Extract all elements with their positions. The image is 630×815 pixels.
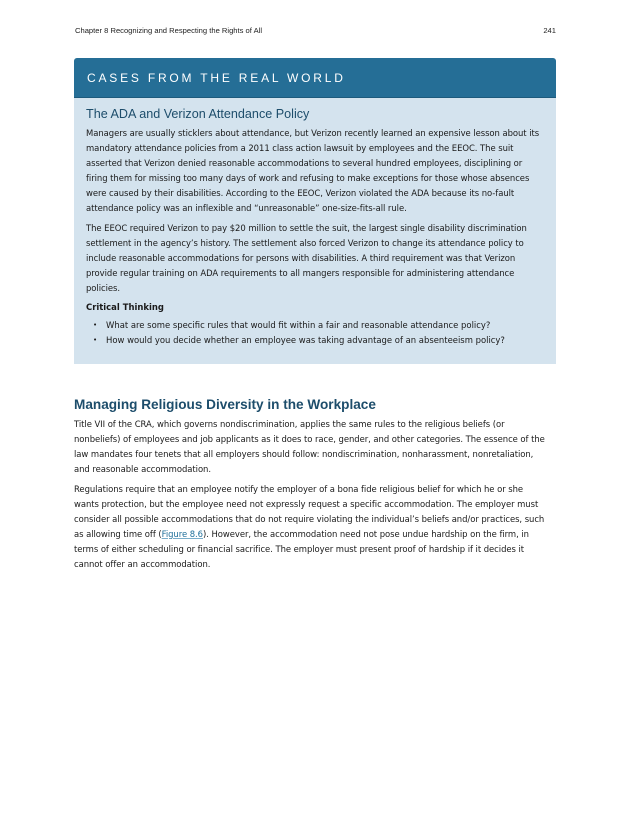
list-item xyxy=(86,333,544,348)
running-header xyxy=(75,26,556,35)
page-number: 241 xyxy=(543,26,556,35)
list-item xyxy=(86,318,544,333)
feature-header xyxy=(74,58,556,98)
section-paragraph xyxy=(74,482,549,571)
feature-paragraph: Managers are usually sticklers about attendance, but Verizon recently learned an expensive lesson about its mandatory attendance policies from a 2011 class action lawsuit by employees and the EEOC. The suit asserted that Verizon denied reasonable accommodations to several hundred employees, disciplining or firing them for missing too many days of work and refusing to make exceptions for those whose absences were caused by their disabilities. According to the EEOC, Verizon violated the ADA because its no-fault attendance policy was an inflexible and “unreasonable” one-size-fits-all rule. xyxy=(86,128,540,214)
feature-body xyxy=(74,98,556,348)
paragraph-text: ). However, the accommodation need not pose undue hardship on the firm, in terms of either scheduling or financial sacrifice. The employer must present proof of hardship if it decides it cannot offer an accommodation. xyxy=(74,528,529,569)
feature-label: CASES FROM THE REAL WORLD xyxy=(87,71,346,85)
section-title: Managing Religious Diversity in the Workplace xyxy=(74,397,376,412)
section-paragraph: Title VII of the CRA, which governs nondiscrimination, applies the same rules to the religious beliefs (or nonbeliefs) of employees and job applicants as it does to race, gender, and other categories. The essence of the law mandates four tenets that all employers should follow: nondiscrimination, nonharassment, nonretaliation, and reasonable accommodation. xyxy=(74,419,545,474)
bullet-icon: • xyxy=(93,321,98,330)
paragraph-text: Regulations require that an employee notify the employer of a bona fide religious belief for which he or she wants protection, but the employee need not expressly request a specific accommodation. The employer must consider all possible accommodations that do not require violating the individual’s beliefs and/or practices, such as allowing time off ( xyxy=(74,484,545,539)
list-item-text: What are some specific rules that would fit within a fair and reasonable attendance policy? xyxy=(106,320,491,331)
section-body xyxy=(74,417,549,577)
feature-paragraph: The EEOC required Verizon to pay $20 million to settle the suit, the largest single disability discrimination settlement in the agency’s history. The settlement also forced Verizon to change its attendance policy to include reasonable accommodations for persons with disabilities. A third requirement was that Verizon provide regular training on ADA requirements to all mangers responsible for administering attendance policies. xyxy=(86,222,527,293)
critical-thinking-list xyxy=(86,318,544,348)
cases-feature-box xyxy=(74,58,556,364)
figure-link[interactable]: Figure 8.6 xyxy=(161,528,203,539)
chapter-title: Chapter 8 Recognizing and Respecting the Rights of All xyxy=(75,26,263,35)
bullet-icon: • xyxy=(93,336,98,345)
list-item-text: How would you decide whether an employee was taking advantage of an absenteeism policy? xyxy=(106,335,505,346)
feature-title: The ADA and Verizon Attendance Policy xyxy=(86,107,310,121)
critical-thinking-heading: Critical Thinking xyxy=(86,302,164,313)
